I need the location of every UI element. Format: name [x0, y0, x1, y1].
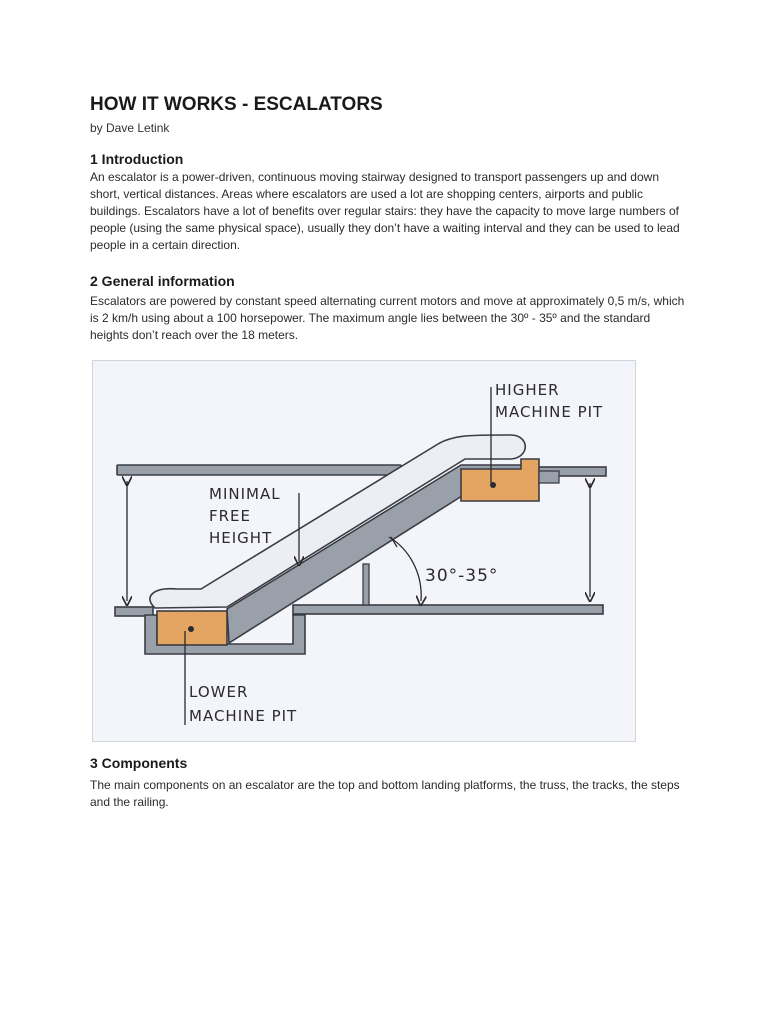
lower-floor-right	[293, 605, 603, 614]
label-lower: LOWER	[189, 683, 249, 701]
section-heading-components: 3 Components	[90, 755, 188, 771]
escalator-diagram	[92, 360, 636, 742]
angle-arc	[389, 537, 421, 601]
lower-pit-marker	[188, 626, 194, 632]
section-body-introduction: An escalator is a power-driven, continuous moving stairway designed to transport passengers up and down short, vertical distances. Areas where escalators are used a lot are shopping centers, airports and public buildings. Escalators have a lot of benefits over regular stairs: they have the capacity to move large numbers of people (using the same physical space), usually they don’t have a waiting interval and they can be used to lead people in a certain direction.	[90, 170, 680, 252]
section-heading-general-information: 2 General information	[90, 273, 235, 289]
label-minimal: MINIMAL	[209, 485, 281, 503]
section-body-general-information: Escalators are powered by constant speed alternating current motors and move at approximately 0,5 m/s, which is 2 km/h using about a 100 horsepower. The maximum angle lies between the 30º - 35º and the standard heights don’t reach over the 18 meters.	[90, 294, 685, 342]
escalator-diagram-svg	[93, 361, 636, 742]
document-title: HOW IT WORKS - ESCALATORS	[90, 94, 383, 115]
author-byline: by Dave Letink	[90, 121, 170, 135]
label-machine-pit-upper: MACHINE PIT	[495, 403, 604, 421]
label-higher: HIGHER	[495, 381, 560, 399]
label-height: HEIGHT	[209, 529, 273, 547]
upper-landing-comb	[539, 471, 559, 483]
section-body-components: The main components on an escalator are the top and bottom landing platforms, the truss, the tracks, the steps and the railing.	[90, 778, 680, 809]
ceiling-slab	[117, 465, 401, 475]
label-machine-pit-lower: MACHINE PIT	[189, 707, 298, 725]
support-column	[363, 564, 369, 605]
section-heading-introduction: 1 Introduction	[90, 151, 184, 167]
label-angle: 30°-35°	[425, 566, 499, 586]
label-free: FREE	[209, 507, 252, 525]
